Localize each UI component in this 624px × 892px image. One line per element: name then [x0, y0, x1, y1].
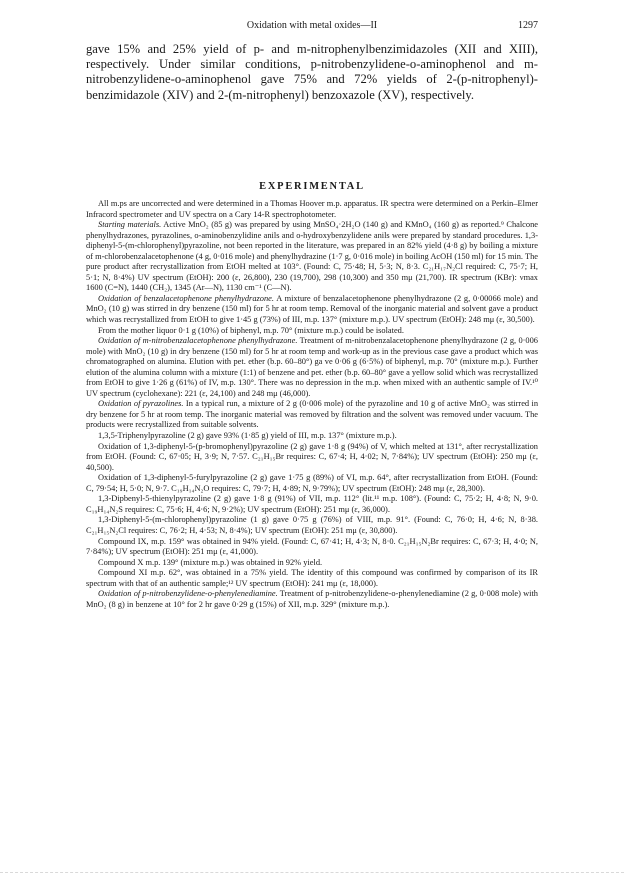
paragraph — [86, 220, 538, 294]
paragraph-text: Active MnO₂ (85 g) was prepared by using MnSO₄·2H₂O (140 g) and KMnO₄ (160 g) as reported.⁹ Chalcone phenylhydrazones, pyrazolines, o-aminobenzylidine anils and o-hydroxybenzylidene anils were prepared by standard procedures. 1,3-diphenyl-5-(m-chlorophenyl)pyrazoline, not been reported in the literature, was prepared in an 82% yield (4·8 g) by boiling a mixture of m-chlorobenzalacetophenone (4 g, 0·016 mole) and phenylhydrazine (1·7 g, 0·016 mole) in boiling AcOH (150 ml) for 15 min. The pure product after recrystallization from EtOH melted at 103°. (Found: C, 75·48; H, 5·3; N, 8·3. C₂₁H₁₇N₂Cl required: C, 75·7; H, 5·1; N, 8·4%) UV spectrum (EtOH): 200 (ε, 26,800), 230 (19,700), 298 (10,300) and 350 mμ (21,700). IR spectrum (KBr): νmax 1600 (C=N), 1440 (CH₂), 1345 (Ar—N), 1130 cm⁻¹ (C—N). — [86, 220, 538, 293]
paragraph-lead: Oxidation of m-nitrobenzalacetophenone phenylhydrazone. — [98, 336, 298, 346]
paragraph-text: Oxidation of 1,3-diphenyl-5-furylpyrazoline (2 g) gave 1·75 g (89%) of VI, m.p. 64°, after recrystallization from EtOH. (Found: C, 79·54; H, 5·0; N, 9·7. C₁₉H₁₄N₂O requires: C, 79·7; H, 4·89; N, 9·79%); UV spectrum (EtOH): 248 mμ (ε, 28,300). — [86, 473, 538, 493]
paragraph-text: Treatment of p-nitrobenzylidene-o-phenylenediamine (2 g, 0·008 mole) with MnO₂ (8 g) in benzene at 10° for 2 hr gave 0·29 g (15%) of XII, m.p. 329° (mixture m.p.). — [86, 589, 538, 609]
paragraph-text: A mixture of benzalacetophenone phenylhydrazone (2 g, 0·00066 mole) and MnO₂ (10 g) was stirred in dry benzene (150 ml) for 5 hr at room temp. Removal of the inorganic material and solvent gave a product which was recrystallized from EtOH to give 1·45 g (73%) of III, m.p. 137° (mixture m.p.). UV spectrum (EtOH): 248 mμ (ε, 30,500). — [86, 293, 538, 325]
paragraph — [86, 199, 538, 220]
paragraph-lead: Oxidation of pyrazolines. — [98, 399, 184, 409]
page-number: 1297 — [518, 20, 538, 31]
experimental-body — [86, 199, 538, 610]
paragraph-text: Compound IX, m.p. 159° was obtained in 94% yield. (Found: C, 67·41; H, 4·3; N, 8·0. C₂₁H₁₅N₂Br requires: C, 67·3; H, 4·0; N, 7·84%); UV spectrum (EtOH): 251 mμ (ε, 41,000). — [86, 536, 538, 557]
paragraph — [86, 473, 538, 494]
paragraph-text: All m.ps are uncorrected and were determined in a Thomas Hoover m.p. apparatus. IR spectra were determined on a Perkin–Elmer Infracord spectrometer and UV spectra on a Cary 14-R spectrophotometer. — [86, 199, 538, 219]
paragraph — [86, 294, 538, 326]
paragraph-text: Oxidation of 1,3-diphenyl-5-(p-bromophenyl)pyrazoline (2 g) gave 1·8 g (94%) of V, which melted at 131°, after recrystallization from EtOH. (Found: C, 67·05; H, 3·9; N, 7·57. C₂₁H₁₅Br requires: C, 67·4; H, 4·02; N, 7·84%); UV spectrum (EtOH): 250 mμ (ε, 40,500). — [86, 441, 538, 472]
paragraph — [86, 336, 538, 399]
paragraph-text: 1,3,5-Triphenylpyrazoline (2 g) gave 93% (1·85 g) yield of III, m.p. 137° (mixture m.p.). — [98, 431, 397, 441]
paragraph-lead: Oxidation of benzalacetophenone phenylhydrazone. — [98, 293, 274, 303]
paragraph — [86, 442, 538, 474]
paragraph-text: In a typical run, a mixture of 2 g (0·006 mole) of the pyrazoline and 10 g of active MnO₂ was stirred in dry benzene for 5 hr at room temp. The inorganic material was removed by filtration and the solvent was removed under vacuum. The products were recrystallized from suitable solvents. — [86, 399, 539, 430]
paragraph-text: Treatment of m-nitrobenzalacetophenone phenylhydrazone (2 g, 0·006 mole) with MnO₂ (10 g) in dry benzene (150 ml) for 5 hr at room temp and work-up as in the previous case gave a product which was chromatographed on alumina. Elution with pet. ether (b.p. 60–80°) ga ve 0·06 g (6·5%) of biphenyl, m.p. 70° (mixture m.p.). Further elution of the alumina column with a mixture (1:1) of benzene and pet. ether (b.p. 60–80° gave a yellow solid which was recrystallized from EtOH to give 1·26 g (61%) of IV, m.p. 130°. There was no depression in the m.p. when mixed with an authentic sample of IV.¹⁰ UV spectrum (cyclohexane): 221 (ε, 24,100) and 248 mμ (46,000). — [86, 336, 538, 398]
paragraph-text: Compound X m.p. 139° (mixture m.p.) was obtained in 92% yield. — [98, 557, 323, 567]
lead-paragraph: gave 15% and 25% yield of p- and m-nitrophenylbenzimidazoles (XII and XIII), respectively. Under similar conditions, p-nitrobenzylidene-o-aminophenol and m-nitrobenzylidene-o-aminophenol gave 75% and 72% yields of 2-(p-nitrophenyl)-benzimidazole (XIV) and 2-(m-nitrophenyl) benzoxazole (XV), respectively. — [86, 42, 538, 102]
running-header — [86, 18, 538, 34]
paragraph — [86, 568, 538, 589]
paragraph — [86, 494, 538, 515]
paragraph-text: 1,3-Diphenyl-5-(m-chlorophenyl)pyrazoline (1 g) gave 0·75 g (76%) of VIII, m.p. 91°. (Found: C, 76·0; H, 4·6; N, 8·38. C₂₁H₁₅N₂Cl requires: C, 76·2; H, 4·53; N, 8·4%); UV spectrum (EtOH): 251 mμ (ε, 30,800). — [86, 515, 538, 535]
paragraph-lead: Starting materials. — [98, 220, 162, 230]
section-title-experimental: EXPERIMENTAL — [259, 181, 365, 192]
page-bottom-rule — [0, 872, 624, 873]
paragraph-lead: Oxidation of p-nitrobenzylidene-o-phenylenediamine. — [98, 589, 278, 599]
running-title: Oxidation with metal oxides—II — [246, 20, 378, 31]
paragraph — [86, 589, 538, 610]
paragraph-text: 1,3-Dipbenyl-5-thienylpyrazoline (2 g) gave 1·8 g (91%) of VII, m.p. 112° (lit.¹¹ m.p. 108°). (Found: C, 75·2; H, 4·8; N, 9·0. C₁₉H₁₄N₂S requires: C, 75·6; H, 4·6; N, 9·2%); UV spectrum (EtOH): 251 mμ (ε, 36,000). — [86, 494, 538, 514]
paragraph-text: From the mother liquor 0·1 g (10%) of biphenyl, m.p. 70° (mixture m.p.) could be isolated. — [98, 325, 404, 335]
paragraph — [86, 326, 538, 337]
paragraph — [86, 537, 538, 558]
paragraph — [86, 515, 538, 536]
paragraph — [86, 431, 538, 442]
paragraph — [86, 558, 538, 569]
paragraph-text: Compound XI m.p. 62°, was obtained in a 75% yield. The identity of this compound was confirmed by comparison of its IR spectrum with that of an authentic sample;¹² UV spectrum (EtOH): 241 mμ (ε, 18,000). — [86, 568, 538, 588]
paragraph — [86, 399, 538, 431]
